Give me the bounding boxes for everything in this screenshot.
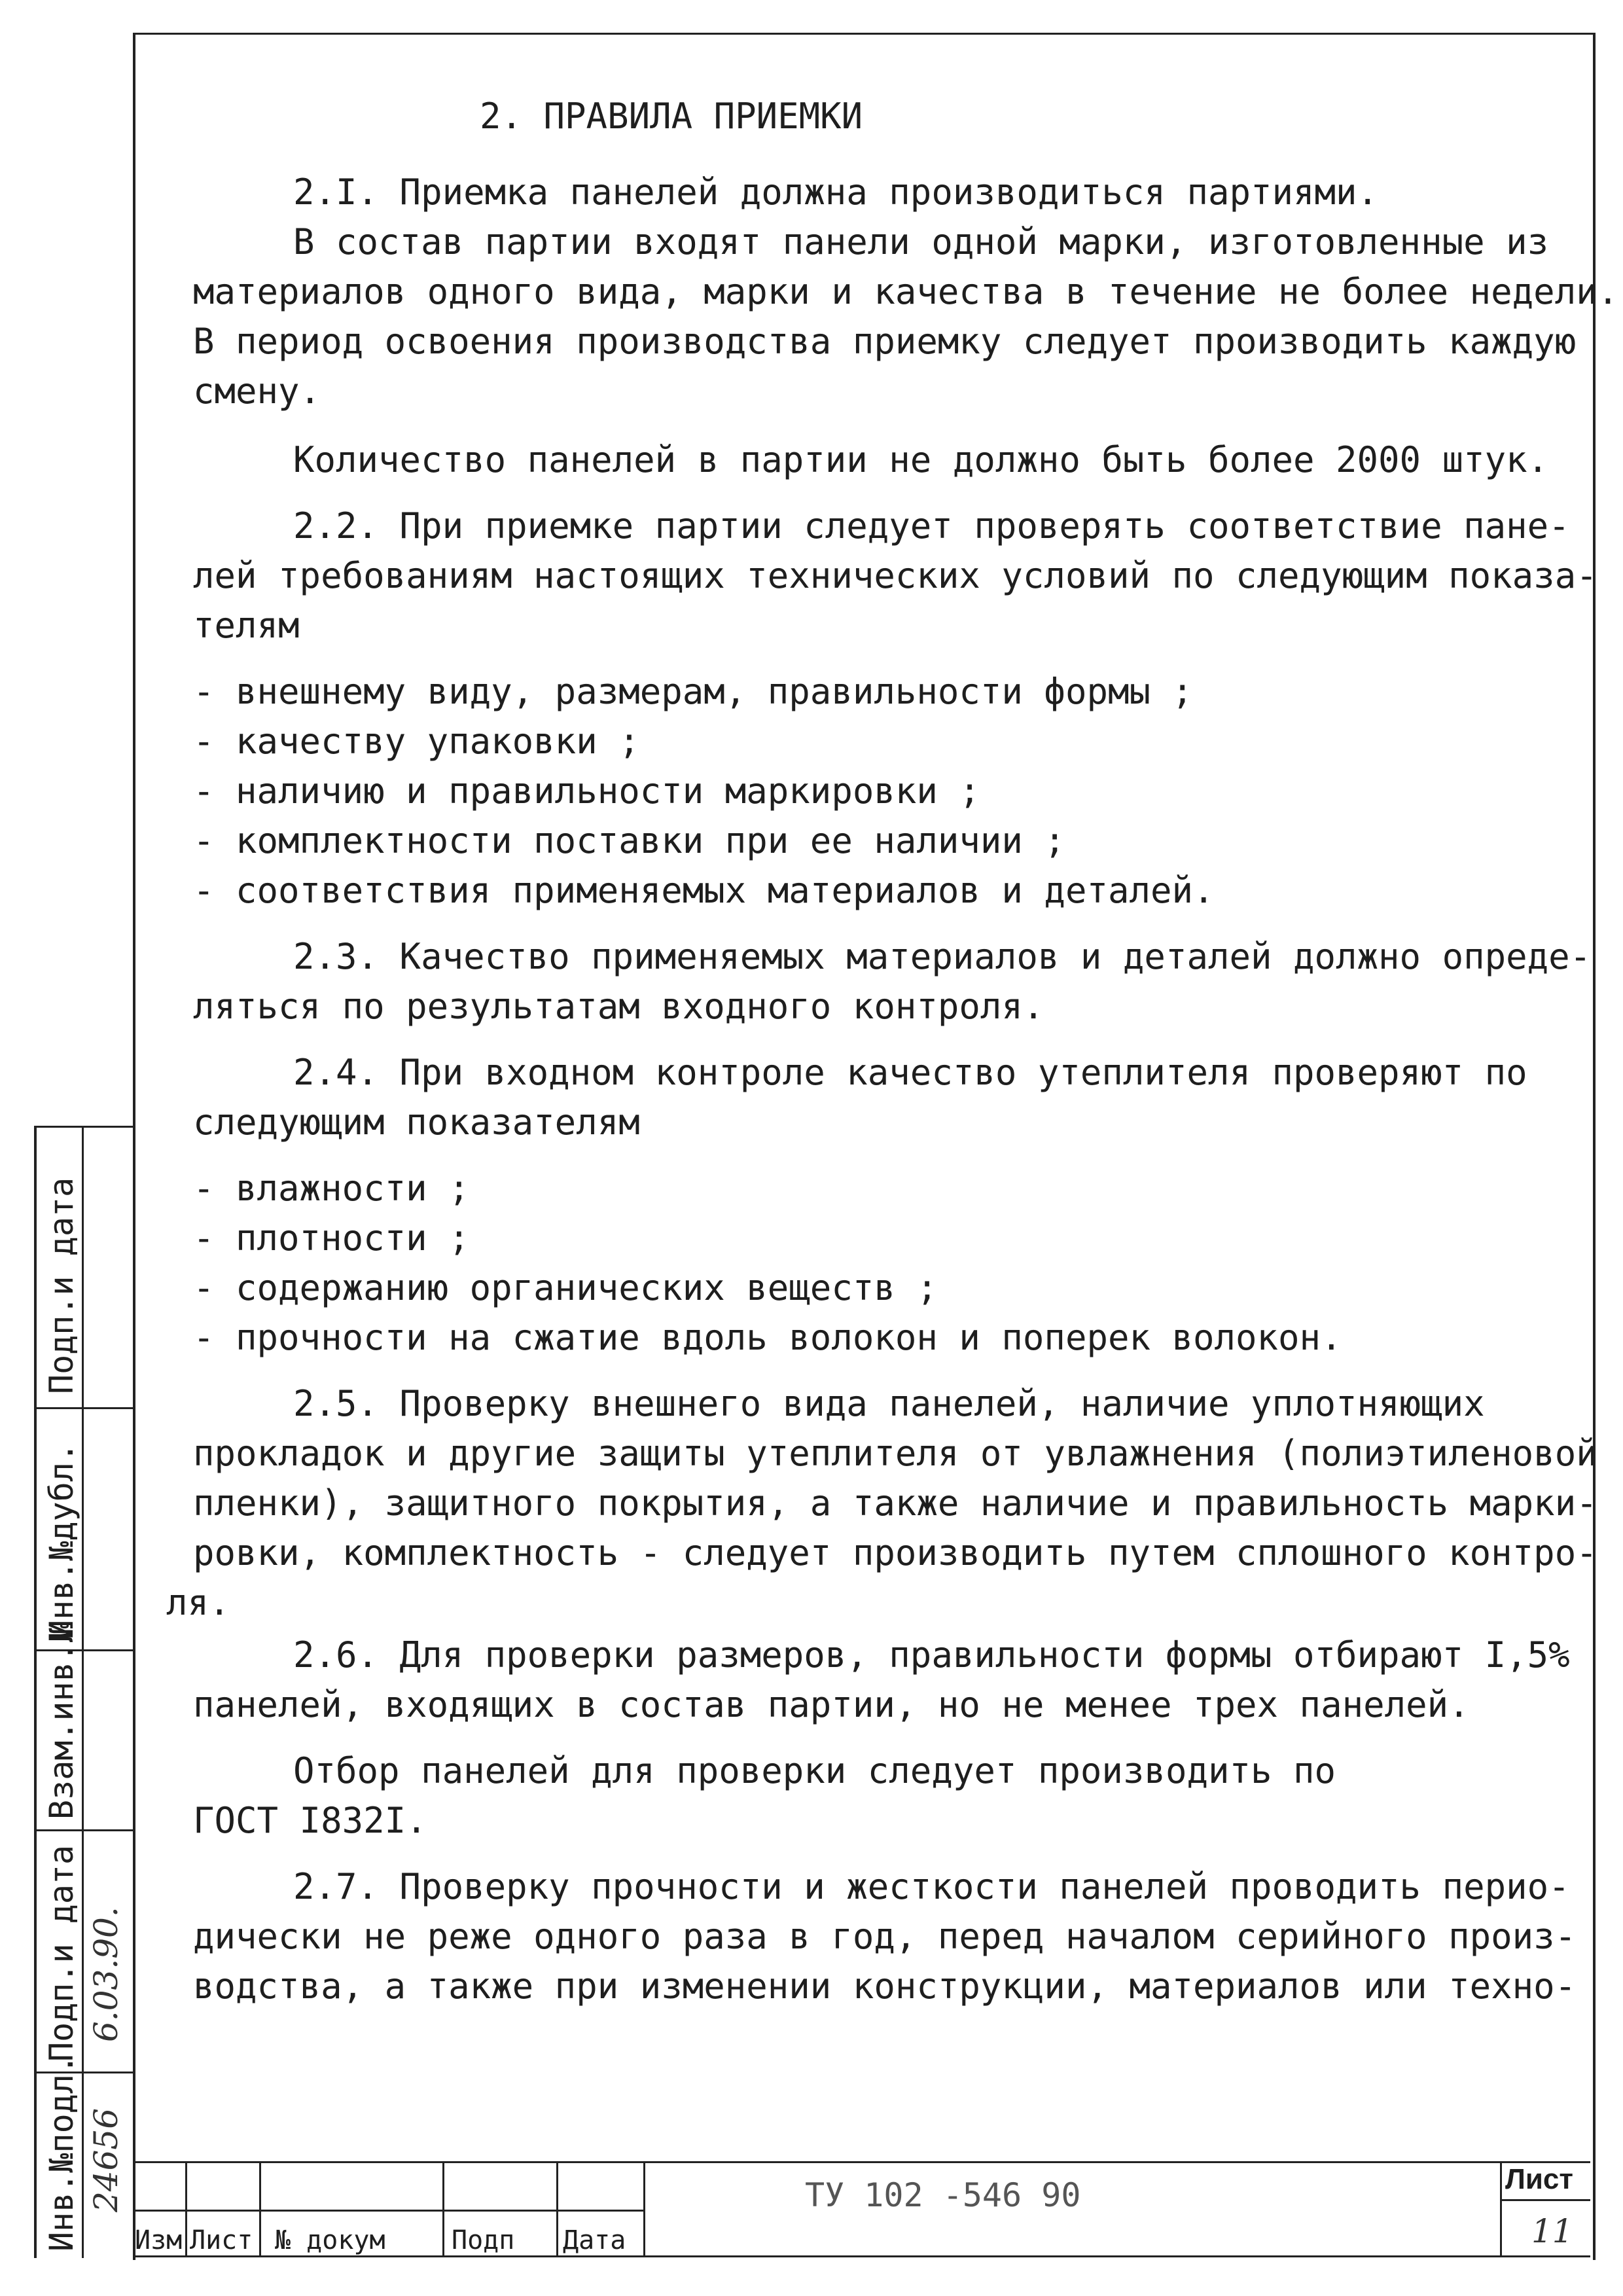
document-designation: ТУ 102 -546 90: [805, 2176, 1081, 2214]
list-item: - соответствия применяемых материалов и деталей.: [193, 870, 1215, 911]
side-label-inv-podl: Инв.№подл.: [43, 2054, 80, 2251]
handwritten-inv-number: 24656: [87, 2108, 125, 2212]
sheet-number: 11: [1531, 2212, 1573, 2250]
title-block-col-rule: [442, 2161, 444, 2257]
text-line: ля.: [166, 1582, 230, 1623]
text-line: ровки, комплектность - следует производить путем сплошного контро-: [193, 1532, 1597, 1573]
title-block-top-border: [133, 2161, 1590, 2163]
text-line: материалов одного вида, марки и качества в течение не более недели.: [193, 271, 1619, 312]
text-line: панелей, входящих в состав партии, но не менее трех панелей.: [193, 1684, 1470, 1725]
list-item: - комплектности поставки при ее наличии ;: [193, 820, 1065, 861]
col-label-izm: Изм: [135, 2225, 183, 2255]
side-label-vzam-inv: Взам.инв.№: [43, 1622, 80, 1820]
text-line: смену.: [193, 370, 321, 412]
handwritten-date: 6.03.90.: [87, 1907, 125, 2042]
text-line: пленки), защитного покрытия, а также наличие и правильность марки-: [193, 1482, 1597, 1524]
list-item: - наличию и правильности маркировки ;: [193, 770, 980, 812]
title-block-row-rule: [133, 2210, 643, 2212]
list-item: - влажности ;: [193, 1168, 470, 1209]
text-line: 2.6. Для проверки размеров, правильности формы отбирают I,5%: [293, 1634, 1570, 1676]
col-label-doc: № докум: [275, 2225, 385, 2255]
text-line: Отбор панелей для проверки следует производить по: [293, 1750, 1336, 1791]
side-stamp-border: [34, 1126, 37, 2258]
text-line: 2.2. При приемке партии следует проверять соответствие пане-: [293, 505, 1570, 547]
col-label-podp: Подп: [452, 2225, 515, 2255]
side-label-podp-data: Подп.и дата: [43, 1177, 80, 1394]
title-block-bottom-border: [133, 2255, 1590, 2257]
text-line: ляться по результатам входного контроля.: [193, 986, 1044, 1027]
list-item: - содержанию органических веществ ;: [193, 1267, 938, 1308]
text-line: дически не реже одного раза в год, перед началом серийного произ-: [193, 1916, 1577, 1957]
text-line: 2.I. Приемка панелей должна производиться партиями.: [293, 171, 1379, 213]
list-item: - плотности ;: [193, 1217, 470, 1259]
text-line: водства, а также при изменении конструкции, материалов или техно-: [193, 1965, 1577, 2007]
side-label-podp-data: Подп.и дата: [43, 1844, 80, 2062]
title-block-col-rule: [556, 2161, 558, 2257]
text-line: 2.5. Проверку внешнего вида панелей, наличие уплотняющих: [293, 1383, 1485, 1424]
text-line: следующим показателям: [193, 1102, 640, 1143]
list-item: - качеству упаковки ;: [193, 721, 640, 762]
list-item: - прочности на сжатие вдоль волокон и поперек волокон.: [193, 1317, 1342, 1358]
text-line: телям: [193, 605, 300, 646]
text-line: 2.7. Проверку прочности и жесткости панелей проводить перио-: [293, 1866, 1570, 1907]
side-stamp-top: [34, 1126, 135, 1128]
side-stamp-rule: [34, 1829, 135, 1831]
text-line: 2.3. Качество применяемых материалов и деталей должно опреде-: [293, 936, 1592, 977]
text-line: ГОСТ I832I.: [193, 1800, 427, 1841]
title-block-col-rule: [259, 2161, 261, 2257]
col-label-list: Лист: [190, 2225, 253, 2255]
col-label-data: Дата: [563, 2225, 626, 2255]
title-block-col-rule: [1500, 2161, 1502, 2257]
title-block-col-rule: [643, 2161, 645, 2257]
side-stamp-rule: [34, 1407, 135, 1409]
text-line: лей требованиям настоящих технических условий по следующим показа-: [193, 555, 1597, 596]
text-line: 2.4. При входном контроле качество утеплителя проверяют по: [293, 1052, 1527, 1093]
sheet-cell-rule: [1500, 2199, 1590, 2201]
sheet-label: Лист: [1505, 2163, 1573, 2195]
text-line: В период освоения производства приемку следует производить каждую: [193, 321, 1577, 362]
text-line: Количество панелей в партии не должно быть более 2000 штук.: [293, 439, 1549, 480]
text-line: В состав партии входят панели одной марки, изготовленные из: [293, 221, 1549, 262]
side-label-inv-dubl: Инв.№дубл.: [43, 1442, 80, 1640]
text-line: прокладок и другие защиты утеплителя от увлажнения (полиэтиленовой: [193, 1433, 1597, 1474]
list-item: - внешнему виду, размерам, правильности формы ;: [193, 671, 1194, 712]
section-heading: 2. ПРАВИЛА ПРИЕМКИ: [480, 96, 863, 137]
title-block-col-rule: [185, 2161, 187, 2257]
side-stamp-divider: [82, 1126, 84, 2258]
